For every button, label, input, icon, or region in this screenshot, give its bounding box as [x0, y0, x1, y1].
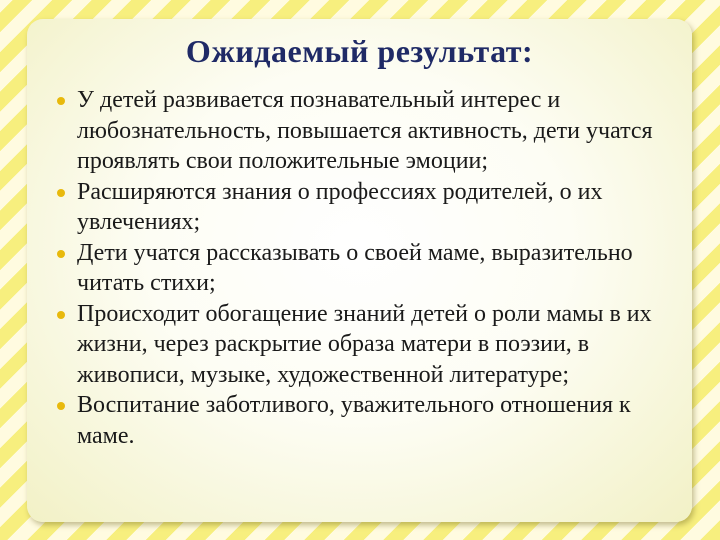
bullet-text: Воспитание заботливого, уважительного отношения к маме.	[77, 392, 631, 449]
list-item	[57, 85, 685, 177]
list-item	[57, 299, 685, 391]
bullet-text: У детей развивается познавательный интерес и любознательность, повышается активность, дети учатся проявлять свои положительные эмоции;	[77, 87, 653, 174]
bullet-icon	[57, 97, 65, 105]
slide-card	[27, 19, 692, 522]
bullet-list	[57, 85, 685, 451]
bullet-icon	[57, 402, 65, 410]
bullet-icon	[57, 250, 65, 258]
bullet-text: Расширяются знания о профессиях родителей, о их увлечениях;	[77, 178, 603, 235]
slide-title: Ожидаемый результат:	[185, 33, 534, 69]
bullet-icon	[57, 189, 65, 197]
bullet-text: Дети учатся рассказывать о своей маме, выразительно читать стихи;	[77, 239, 633, 296]
list-item	[57, 390, 685, 451]
list-item	[57, 177, 685, 238]
bullet-icon	[57, 311, 65, 319]
list-item	[57, 238, 685, 299]
bullet-text: Происходит обогащение знаний детей о роли мамы в их жизни, через раскрытие образа матери в поэзии, в живописи, музыке, художественной литературе;	[77, 300, 652, 388]
